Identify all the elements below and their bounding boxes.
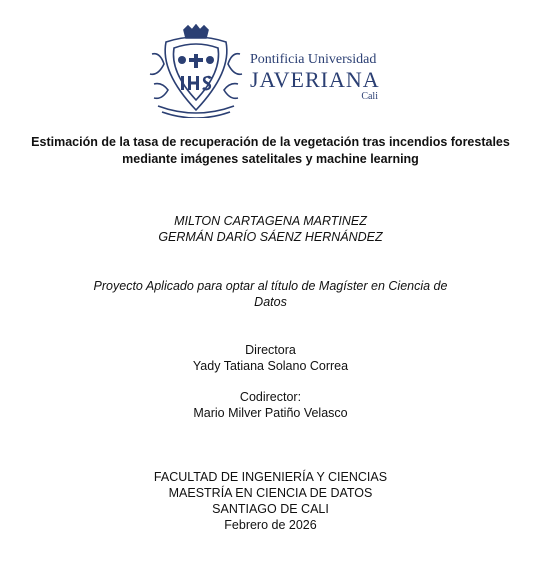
university-seal-icon (148, 24, 244, 118)
institution-footer (0, 469, 541, 533)
authors-block (0, 213, 541, 245)
faculty-name: FACULTAD DE INGENIERÍA Y CIENCIAS (153, 470, 388, 484)
logo-javeriana: JAVERIANA (250, 67, 380, 92)
codirector-label: Codirector: (239, 390, 302, 404)
university-logo (148, 24, 388, 118)
codirector-name: Mario Milver Patiño Velasco (193, 406, 348, 420)
thesis-title (0, 134, 541, 168)
logo-pontificia-universidad: Pontificia Universidad (250, 52, 377, 67)
project-description-line-2: Datos (254, 295, 287, 309)
author-name: GERMÁN DARÍO SÁENZ HERNÁNDEZ (158, 230, 383, 244)
logo-cali: Cali (361, 91, 378, 102)
university-wordmark (250, 52, 390, 102)
thesis-title-line-2: mediante imágenes satelitales y machine learning (122, 152, 419, 166)
codirector-block (0, 389, 541, 421)
project-description-line-1: Proyecto Aplicado para optar al título de Magíster en Ciencia de (93, 279, 448, 293)
director-block (0, 342, 541, 374)
submission-date: Febrero de 2026 (224, 518, 317, 532)
project-description (0, 278, 541, 310)
author-name: MILTON CARTAGENA MARTINEZ (174, 214, 367, 228)
director-label: Directora (245, 343, 296, 357)
city-name: SANTIAGO DE CALI (212, 502, 329, 516)
thesis-title-line-1: Estimación de la tasa de recuperación de la vegetación tras incendios forestales (31, 135, 510, 149)
director-name: Yady Tatiana Solano Correa (192, 359, 349, 373)
program-name: MAESTRÍA EN CIENCIA DE DATOS (168, 486, 373, 500)
